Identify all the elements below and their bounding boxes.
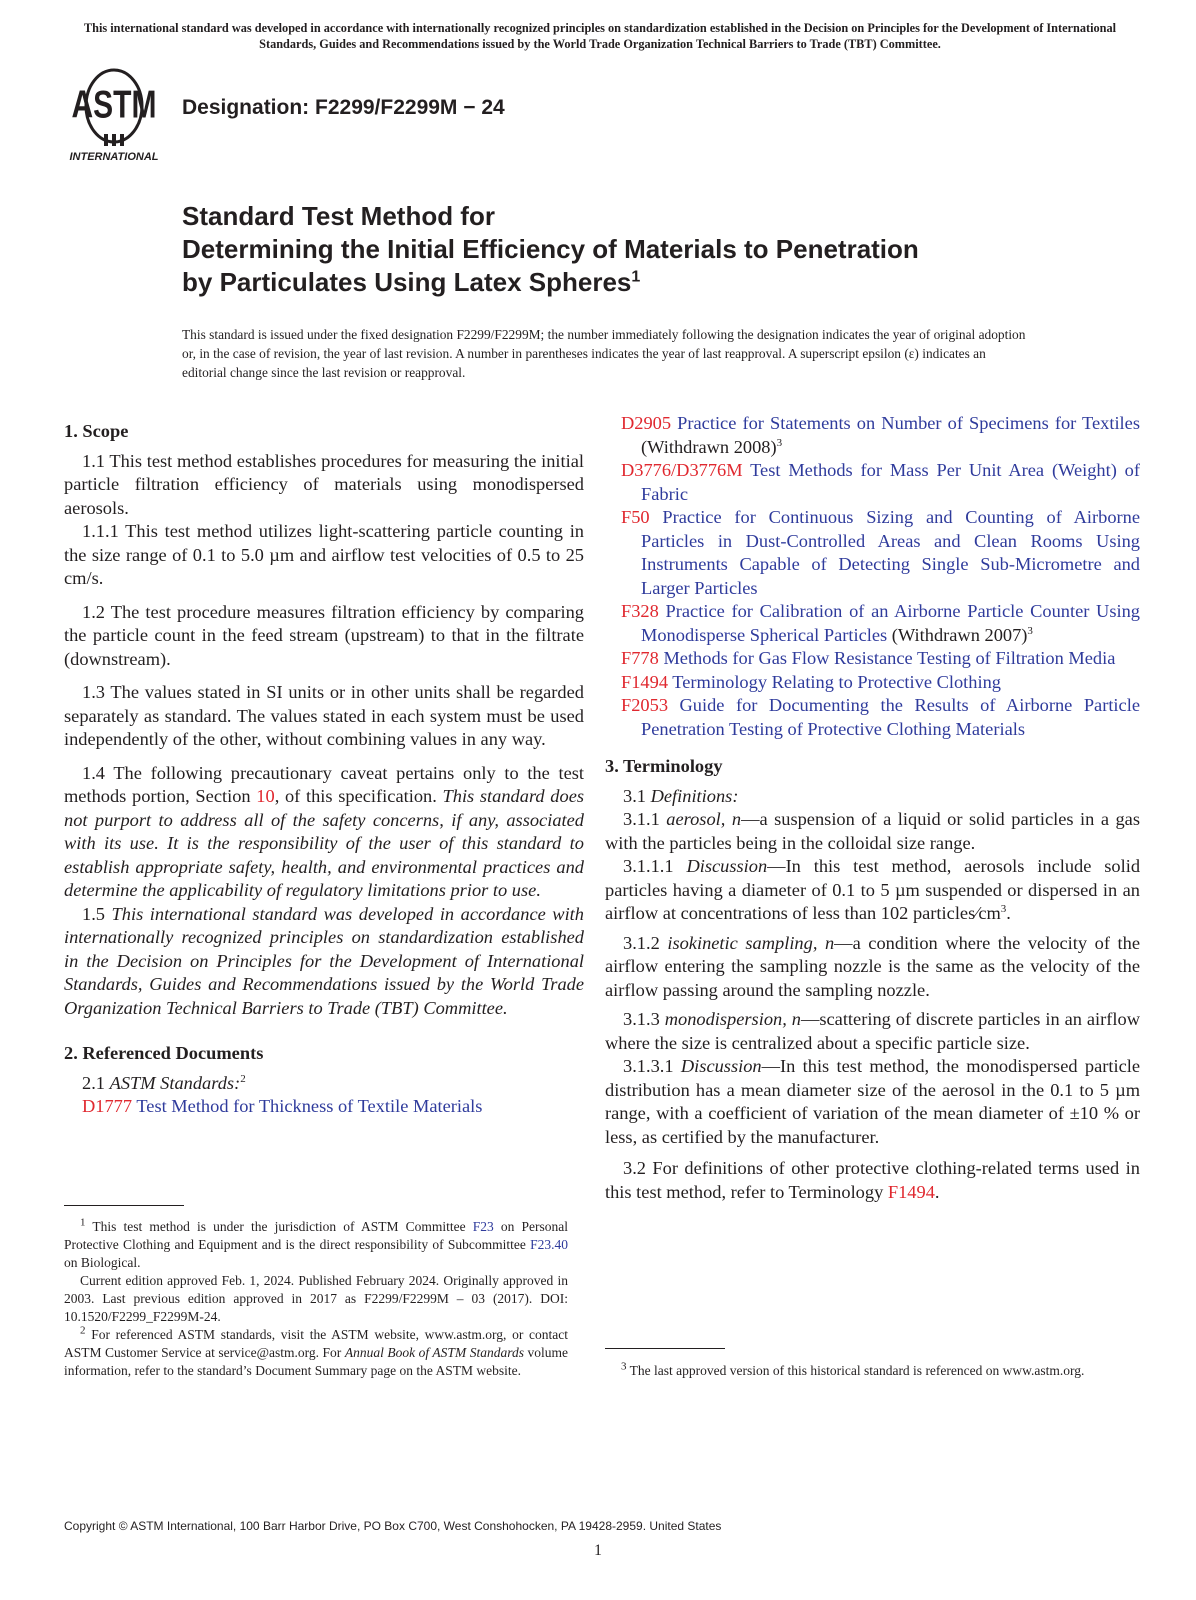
para-1-1-1: 1.1.1 This test method utilizes light-scattering particle counting in the size range of 0.1 to 5.0 µm and airflow test velocities of 0.5 to 25 cm/s. <box>64 521 584 588</box>
footnote-rule <box>605 1348 725 1349</box>
para-1-4: 1.4 The following precautionary caveat pertains only to the test methods portion, Section 10, of this specification. This standard does not purport to address all of the safety concerns, if any, associated with its use. It is the responsibility of the user of this standard to establish appropriate safety, health, and environmental practices and determine the applicability of regulatory limitations prior to use. <box>64 762 585 900</box>
para-3-2: 3.2 For definitions of other protective clothing-related terms used in this test method, refer to Terminology F1494. <box>605 1158 1140 1202</box>
title-line-1: Standard Test Method for <box>182 201 495 231</box>
page-number: 1 <box>594 1542 602 1559</box>
footnote-1: $^1$ This test method is under the jurisdiction of ASTM Committee F23 on Personal Protective Clothing and Equipment and is the direct responsibility of Subcommittee F23.40 on Biological. <box>64 1216 568 1270</box>
ref-item[interactable]: D1777 Test Method for Thickness of Textile Materials <box>82 1096 483 1116</box>
footnote-3: $^3$ The last approved version of this historical standard is referenced on www.astm.org. <box>621 1360 1085 1378</box>
ref-item[interactable]: F328 Practice for Calibration of an Airborne Particle Counter Using Monodisperse Spherical Particles (Withdrawn 2007)$^3$ <box>621 601 1141 645</box>
footnotes-left <box>64 1218 568 1380</box>
astm-logo-letters: ASTM <box>71 83 157 127</box>
para-1-2: 1.2 The test procedure measures filtration efficiency by comparing the particle count in the feed stream (upstream) to that in the filtrate (downstream). <box>64 601 584 669</box>
document-title <box>182 200 1082 299</box>
para-3-1-2: 3.1.2 isokinetic sampling, n—a condition where the velocity of the airflow entering the sampling nozzle is the same as the velocity of the airflow passing around the sampling nozzle. <box>605 932 1140 1000</box>
section-terminology-heading: 3. Terminology <box>605 756 723 776</box>
para-2-1: 2.1 ASTM Standards:$^2$ <box>82 1072 246 1093</box>
para-3-1-3: 3.1.3 monodispersion, n—scattering of discrete particles in an airflow where the size is centralized about a specific particle size. <box>605 1009 1140 1053</box>
para-1-3: 1.3 The values stated in SI units or in other units shall be regarded separately as standard. The values stated in each system must be used independently of the other, without combining values in any way. <box>64 682 584 749</box>
ref-item[interactable]: F778 Methods for Gas Flow Resistance Testing of Filtration Media <box>621 648 1116 668</box>
title-line-3: by Particulates Using Latex Spheres <box>182 267 632 297</box>
f1494-link[interactable]: F1494 <box>887 1181 935 1202</box>
left-column <box>64 420 584 1119</box>
copyright-line: Copyright © ASTM International, 100 Barr Harbor Drive, PO Box C700, West Conshohocken, PA 19428-2959. United States <box>64 1519 722 1533</box>
section-10-link[interactable]: 10 <box>256 786 275 806</box>
footnote-2: $^2$ For referenced ASTM standards, visit the ASTM website, www.astm.org, or contact ASTM Customer Service at service@astm.org. For Annual Book of ASTM Standards volume information, refer to the standard’s Document Summary page on the ASTM website. <box>64 1324 569 1378</box>
right-column <box>605 412 1141 1204</box>
wto-notice: This international standard was developed in accordance with internationally recognized principles on standardization established in the Decision on Principles for the Development of International Standards, Guides and Recommendations issued by the World Trade Organization Technical Barriers to Trade (TBT) Committee. <box>83 21 1117 51</box>
designation: Designation: F2299/F2299M − 24 <box>182 96 505 119</box>
para-3-1-3-1: 3.1.3.1 Discussion—In this test method, the monodispersed particle distribution has a mean diameter size of the aerosol in the 0.1 to 5 µm range, with a coefficient of variation of the mean diameter of ±10 % or less, as certified by the manufacturer. <box>605 1056 1141 1147</box>
footnotes-right <box>605 1362 1108 1380</box>
section-scope-heading: 1. Scope <box>64 421 129 441</box>
para-1-5: 1.5 This international standard was developed in accordance with internationally recognized principles on standardization established in the Decision on Principles for the Development of International Standards, Guides and Recommendations issued by the World Trade Organization Technical Barriers to Trade (TBT) Committee. <box>64 903 584 1018</box>
ref-item[interactable]: F1494 Terminology Relating to Protective Clothing <box>621 671 1001 692</box>
astm-logo <box>66 68 170 168</box>
footnote-rule <box>64 1205 184 1206</box>
title-footnote-mark: 1 <box>631 268 641 286</box>
title-line-2: Determining the Initial Efficiency of Materials to Penetration <box>182 234 919 264</box>
para-3-1-1-1: 3.1.1.1 Discussion—In this test method, aerosols include solid particles having a diameter of 0.1 to 5 µm suspended or dispersed in an airflow at concentrations of less than 102 $particles⁄cm^3$. <box>605 856 1141 923</box>
ref-item[interactable]: F2053 Guide for Documenting the Results of Airborne Particle Penetration Testing of Protective Clothing Materials <box>621 695 1140 739</box>
para-1-1: 1.1 This test method establishes procedures for measuring the initial particle filtration efficiency of materials using monodispersed aerosols. <box>64 450 584 518</box>
para-3-1: 3.1 Definitions: <box>623 785 739 806</box>
footnote-1-edition: Current edition approved Feb. 1, 2024. Published February 2024. Originally approved in 2003. Last previous edition approved in 2017 as F2299/F2299M – 03 (2017). DOI: 10.1520/F2299_F2299M-24. <box>64 1273 568 1324</box>
astm-logo-subtitle: INTERNATIONAL <box>69 151 159 163</box>
para-3-1-1: 3.1.1 aerosol, n—a suspension of a liquid or solid particles in a gas with the particles being in the colloidal size range. <box>605 809 1140 853</box>
ref-item[interactable]: D2905 Practice for Statements on Number of Specimens for Textiles (Withdrawn 2008)$^3$ <box>621 413 1140 457</box>
ref-item[interactable]: D3776/D3776M Test Methods for Mass Per Unit Area (Weight) of Fabric <box>621 460 1141 504</box>
issuance-statement: This standard is issued under the fixed designation F2299/F2299M; the number immediately following the designation indicates the year of original adoption or, in the case of revision, the year of last revision. A number in parentheses indicates the year of last reapproval. A superscript epsilon (ε) indicates an editorial change since the last revision or reapproval. <box>182 327 1026 380</box>
section-referenced-heading: 2. Referenced Documents <box>64 1043 264 1063</box>
ref-item[interactable]: F50 Practice for Continuous Sizing and Counting of Airborne Particles in Dust-Controlled Areas and Clean Rooms Using Instruments Capable of Detecting Single Sub-Micrometre and Larger Particles <box>621 507 1140 598</box>
